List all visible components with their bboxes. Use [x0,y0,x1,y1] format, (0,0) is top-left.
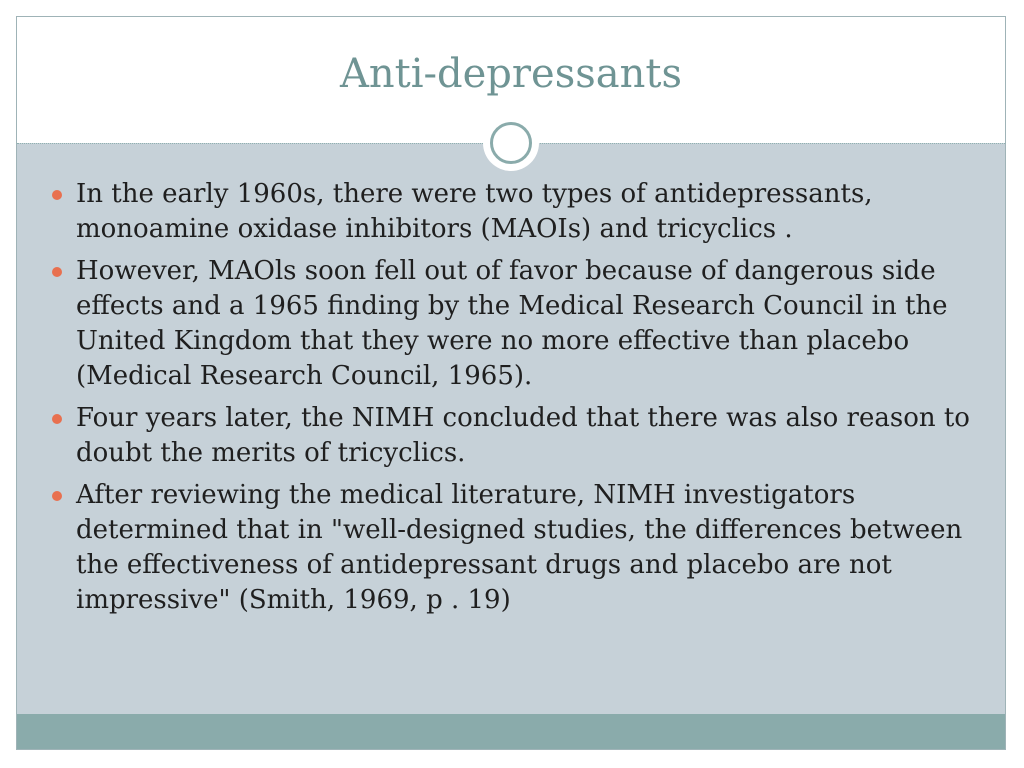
bullet-dot-icon [52,267,62,277]
bullet-item [50,401,980,471]
bullet-item [50,254,980,394]
bullet-item [50,177,980,247]
bullet-text: After reviewing the medical literature, NIMH investigators determined that in "well-designed studies, the differences between the effectiveness of antidepressant drugs and placebo are not impressive" (Smith, 1969, p . 19) [76,480,963,615]
bullet-text: Four years later, the NIMH concluded that there was also reason to doubt the merits of tricyclics. [76,403,970,468]
slide-title: Anti-depressants [340,51,682,97]
bullet-text: However, MAOls soon fell out of favor because of dangerous side effects and a 1965 finding by the Medical Research Council in the United Kingdom that they were no more effective than placebo (Medical Research Council, 1965). [76,256,948,391]
bullet-dot-icon [52,190,62,200]
bullet-text: In the early 1960s, there were two types of antidepressants, monoamine oxidase inhibitors (MAOIs) and tricyclics . [76,179,873,244]
slide [16,16,1006,750]
footer-band [17,714,1005,749]
ring-icon [490,122,532,164]
bullet-dot-icon [52,414,62,424]
bullet-list [50,177,980,618]
slide-body [50,177,980,625]
bullet-dot-icon [52,491,62,501]
circle-ornament-icon [483,115,539,171]
bullet-item [50,478,980,618]
